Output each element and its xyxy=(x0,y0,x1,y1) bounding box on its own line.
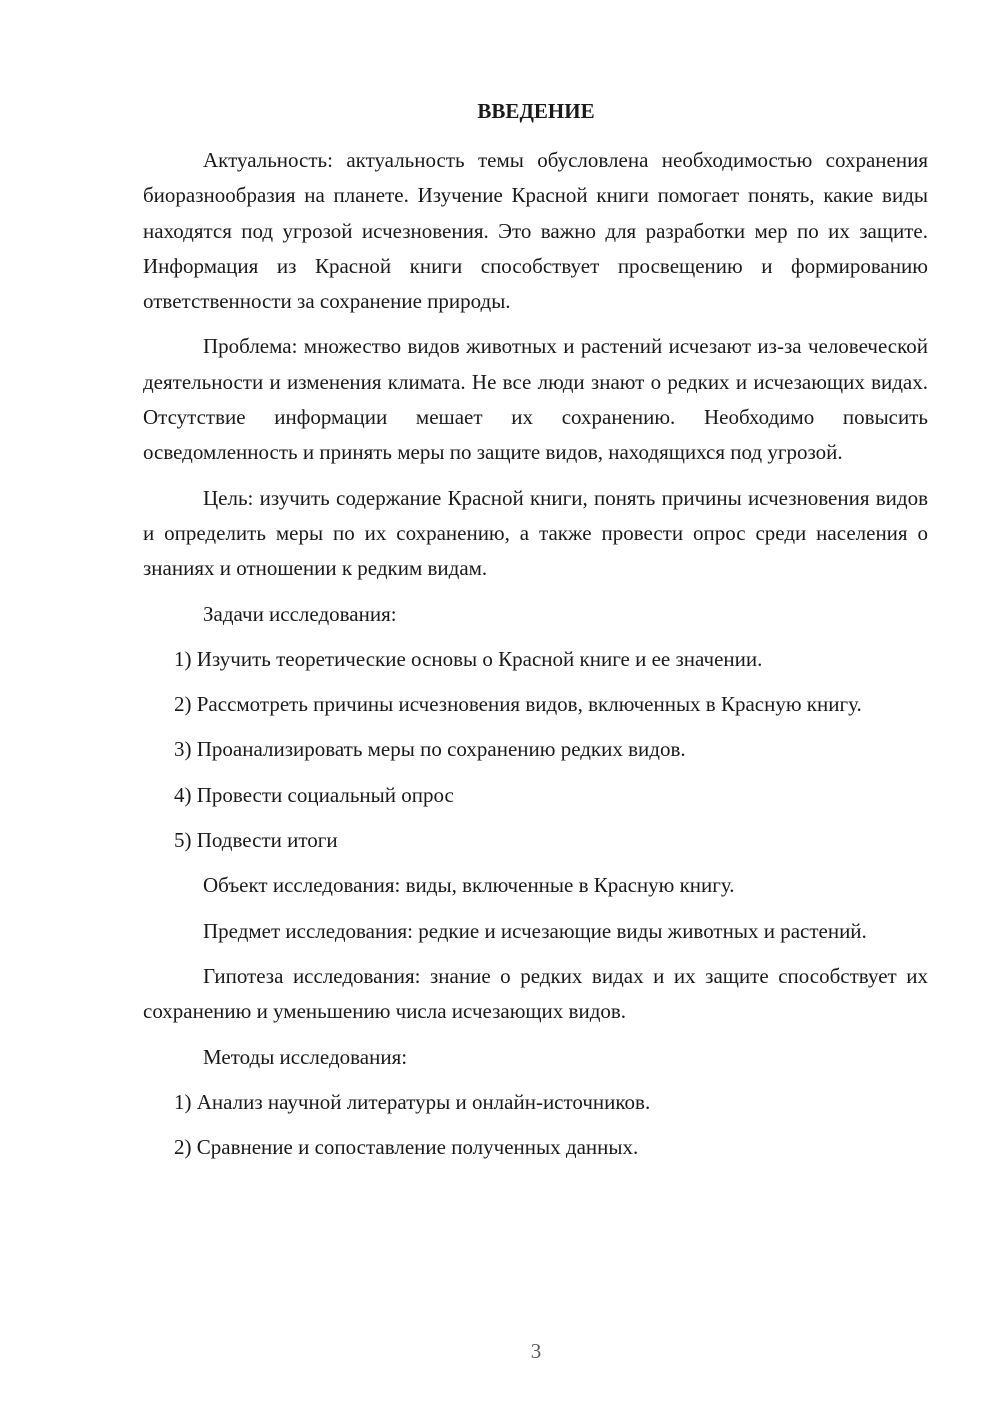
page-title: ВВЕДЕНИЕ xyxy=(477,99,595,123)
paragraph-object: Объект исследования: виды, включенные в Красную книгу. xyxy=(203,873,735,898)
list-item-task-2: 2) Рассмотреть причины исчезновения видов, включенных в Красную книгу. xyxy=(174,692,862,717)
paragraph-tasks-heading: Задачи исследования: xyxy=(203,601,397,626)
paragraph-goal: Цель: изучить содержание Красной книги, понять причины исчезновения видов и определить меры по их сохранению, а также провести опрос среди населения о знаниях и отношении к редким видам. xyxy=(143,485,928,581)
paragraph-methods-heading: Методы исследования: xyxy=(203,1044,408,1069)
list-item-method-1: 1) Анализ научной литературы и онлайн-источников. xyxy=(174,1089,651,1114)
paragraph-hypothesis: Гипотеза исследования: знание о редких видах и их защите способствует их сохранению и уменьшению числа исчезающих видов. xyxy=(143,963,928,1024)
paragraph-relevance: Актуальность: актуальность темы обусловлена необходимостью сохранения биоразнообразия на планете. Изучение Красной книги помогает понять, какие виды находятся под угрозой исчезновения. Это важно для разработки мер по их защите. Информация из Красной книги способствует просвещению и формированию ответственности за сохранение природы. xyxy=(143,148,928,314)
list-item-task-1: 1) Изучить теоретические основы о Красной книге и ее значении. xyxy=(174,646,763,671)
page-number: 3 xyxy=(530,1339,542,1363)
list-item-task-4: 4) Провести социальный опрос xyxy=(174,782,454,807)
paragraph-subject: Предмет исследования: редкие и исчезающие виды животных и растений. xyxy=(203,918,867,943)
document-body xyxy=(143,143,928,1175)
list-item-method-2: 2) Сравнение и сопоставление полученных данных. xyxy=(174,1135,639,1160)
list-item-task-3: 3) Проанализировать меры по сохранению редких видов. xyxy=(174,737,686,762)
list-item-task-5: 5) Подвести итоги xyxy=(174,828,338,853)
paragraph-problem: Проблема: множество видов животных и растений исчезают из-за человеческой деятельности и изменения климата. Не все люди знают о редких и исчезающих видах. Отсутствие информации мешает их сохранению. Необходимо повысить осведомленность и принять меры по защите видов, находящихся под угрозой. xyxy=(143,334,928,465)
